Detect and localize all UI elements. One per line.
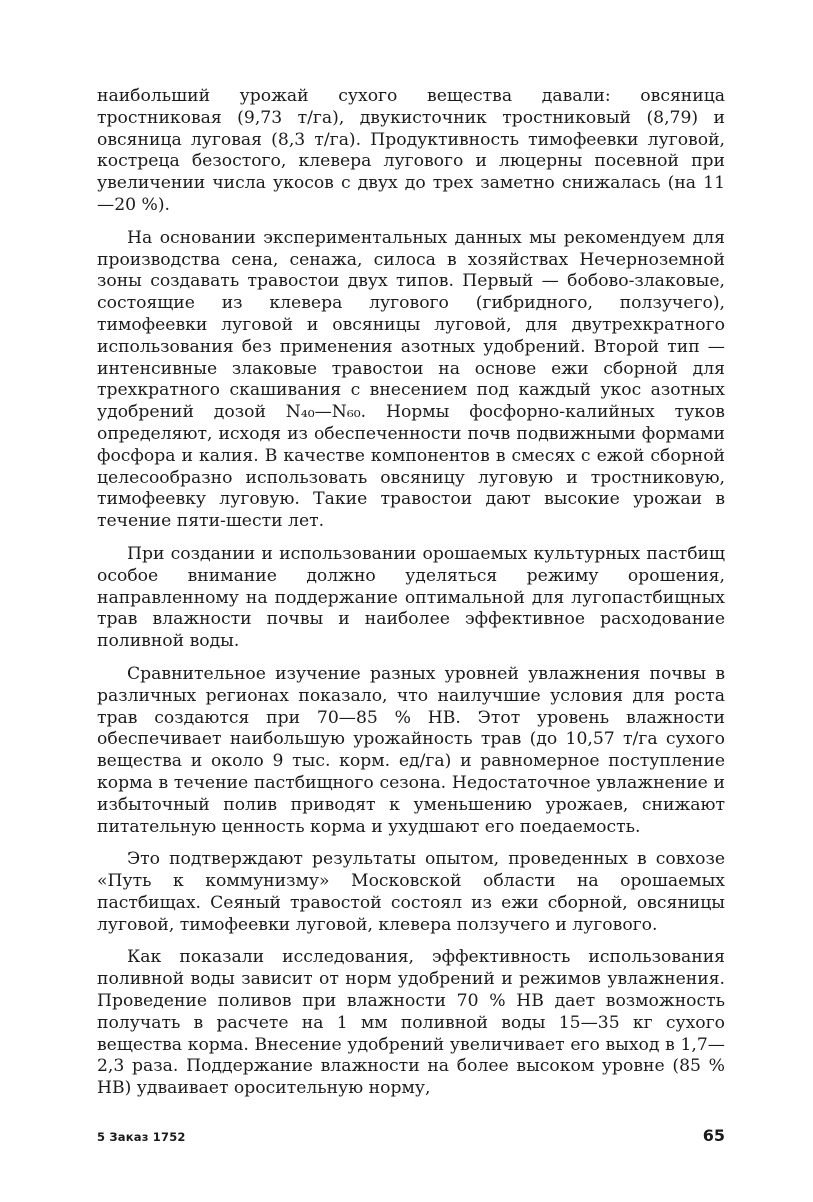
page-footer: [97, 1124, 725, 1154]
paragraph-experiment-results: Это подтверждают результаты опытом, проведенных в совхозе «Путь к коммунизму» Московской области на орошаемых пастбищах. Сеяный травостой состоял из ежи сборной, овсяницы луговой, тимофеевки луговой, клевера ползучего и лугового.: [97, 849, 725, 935]
paragraph-recommendations: На основании экспериментальных данных мы рекомендуем для производства сена, сенажа, силоса в хозяйствах Нечерноземной зоны создавать травостои двух типов. Первый — бобово-злаковые, состоящие из клевера лугового (гибридного, ползучего), тимофеевки луговой и овсяницы луговой, для двутрехкратного использования без применения азотных удобрений. Второй тип — интенсивные злаковые травостои на основе ежи сборной для трехкратного скашивания с внесением под каждый укос азотных удобрений дозой N₄₀—N₆₀. Нормы фосфорно-калийных туков определяют, исходя из обеспеченности почв подвижными формами фосфора и калия. В качестве компонентов в смесях с ежой сборной целесообразно использовать овсяницу луговую и тростниковую, тимофеевку луговую. Такие травостои дают высокие урожаи в течение пяти-шести лет.: [97, 227, 725, 532]
paragraph-water-efficiency: Как показали исследования, эффективность использования поливной воды зависит от норм удобрений и режимов увлажнения. Проведение поливов при влажности 70 % НВ дает возможность получать в расчете на 1 мм поливной воды 15—35 кг сухого вещества корма. Внесение удобрений увеличивает его выход в 1,7—2,3 раза. Поддержание влажности на более высоком уровне (85 % НВ) удваивает оросительную норму,: [97, 947, 725, 1099]
paragraph-irrigated-pastures: При создании и использовании орошаемых культурных пастбищ особое внимание должно уделяться режиму орошения, направленному на поддержание оптимальной для лугопастбищных трав влажности почвы и наиболее эффективное расходование поливной воды.: [97, 543, 725, 652]
printer-signature: 5 Заказ 1752: [97, 1130, 186, 1144]
page-number: 65: [702, 1126, 725, 1145]
page-text: [97, 86, 725, 1100]
paragraph-continued: наибольший урожай сухого вещества давали: овсяница тростниковая (9,73 т/га), двукисточник тростниковый (8,79) и овсяница луговая (8,3 т/га). Продуктивность тимофеевки луговой, костреца безостого, клевера лугового и люцерны посевной при увеличении числа укосов с двух до трех заметно снижалась (на 11—20 %).: [97, 86, 725, 215]
paragraph-moisture-levels: Сравнительное изучение разных уровней увлажнения почвы в различных регионах показало, что наилучшие условия для роста трав создаются при 70—85 % НВ. Этот уровень влажности обеспечивает наибольшую урожайность трав (до 10,57 т/га сухого вещества и около 9 тыс. корм. ед/га) и равномерное поступление корма в течение пастбищного сезона. Недостаточное увлажнение и избыточный полив приводят к уменьшению урожаев, снижают питательную ценность корма и ухудшают его поедаемость.: [97, 663, 725, 837]
